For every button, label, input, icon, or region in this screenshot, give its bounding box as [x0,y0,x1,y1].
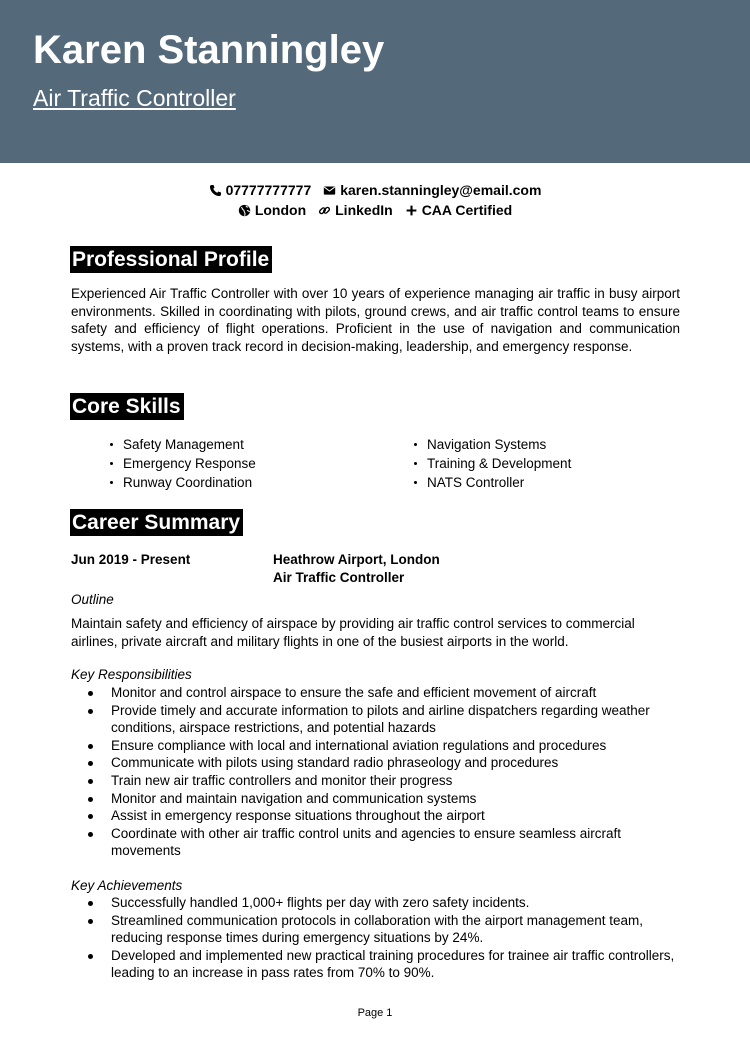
profile-heading: Professional Profile [70,246,272,273]
skill-item: Training & Development [412,454,571,473]
skill-item: Navigation Systems [412,435,571,454]
skills-list-right [412,435,571,492]
contact-row-1 [0,181,750,199]
skills-heading: Core Skills [70,393,184,420]
contact-location [238,201,306,219]
globe-icon [238,204,251,217]
location-text: London [254,202,307,218]
outline-label: Outline [71,592,114,607]
envelope-icon [323,184,336,197]
header-banner [0,0,750,163]
skills-list-left [108,435,256,492]
phone-icon [209,184,222,197]
job-dates: Jun 2019 - Present [71,552,191,567]
contact-phone [209,181,312,199]
job-employer: Heathrow Airport, London [273,552,440,567]
list-item: Assist in emergency response situations throughout the airport [85,807,685,825]
profile-text: Experienced Air Traffic Controller with over 10 years of experience managing air traffic in busy airport environments. Skilled in coordinating with pilots, ground crews, and air traffic control teams to ensure safety and efficiency of flight operations. Proficient in the use of navigation and communication systems, with a proven track record in decision-making, leadership, and emergency response. [71,286,680,354]
page-number: Page 1 [357,1007,393,1019]
list-item: Ensure compliance with local and international aviation regulations and procedures [85,737,685,755]
list-item: Monitor and control airspace to ensure the safe and efficient movement of aircraft [85,684,685,702]
list-item: Streamlined communication protocols in collaboration with the airport management team, reducing response times during emergency situations by 24%. [85,912,685,947]
email-address: karen.stanningley@email.com [340,182,542,198]
responsibilities-list [85,684,685,860]
candidate-title: Air Traffic Controller [33,85,236,111]
achievements-label: Key Achievements [71,878,183,893]
contact-email[interactable] [323,181,541,199]
job-outline: Maintain safety and efficiency of airspace by providing air traffic control services to commercial airlines, private aircraft and military flights in one of the busiest airports in the world. [71,616,635,649]
contact-linkedin[interactable] [318,201,393,219]
career-heading: Career Summary [70,509,243,536]
link-icon [318,204,331,217]
list-item: Monitor and maintain navigation and communication systems [85,790,685,808]
achievements-list [85,894,685,982]
list-item: Communicate with pilots using standard radio phraseology and procedures [85,754,685,772]
list-item: Train new air traffic controllers and monitor their progress [85,772,685,790]
skill-item: Runway Coordination [108,473,256,492]
list-item: Developed and implemented new practical training procedures for trainee air traffic controllers, leading to an increase in pass rates from 70% to 90%. [85,947,685,982]
plus-icon [405,204,418,217]
job-role: Air Traffic Controller [273,570,405,585]
linkedin-text: LinkedIn [335,202,393,218]
skill-item: Safety Management [108,435,256,454]
list-item: Successfully handled 1,000+ flights per day with zero safety incidents. [85,894,685,912]
phone-number: 07777777777 [225,182,312,198]
list-item: Provide timely and accurate information to pilots and airline dispatchers regarding weather conditions, airspace restrictions, and potential hazards [85,702,685,737]
skill-item: NATS Controller [412,473,571,492]
contact-certification [405,201,513,219]
list-item: Coordinate with other air traffic control units and agencies to ensure seamless aircraft movements [85,825,685,860]
certification-text: CAA Certified [421,202,513,218]
candidate-name: Karen Stanningley [33,28,385,72]
contact-row-2 [0,201,750,219]
responsibilities-label: Key Responsibilities [71,667,192,682]
skill-item: Emergency Response [108,454,256,473]
